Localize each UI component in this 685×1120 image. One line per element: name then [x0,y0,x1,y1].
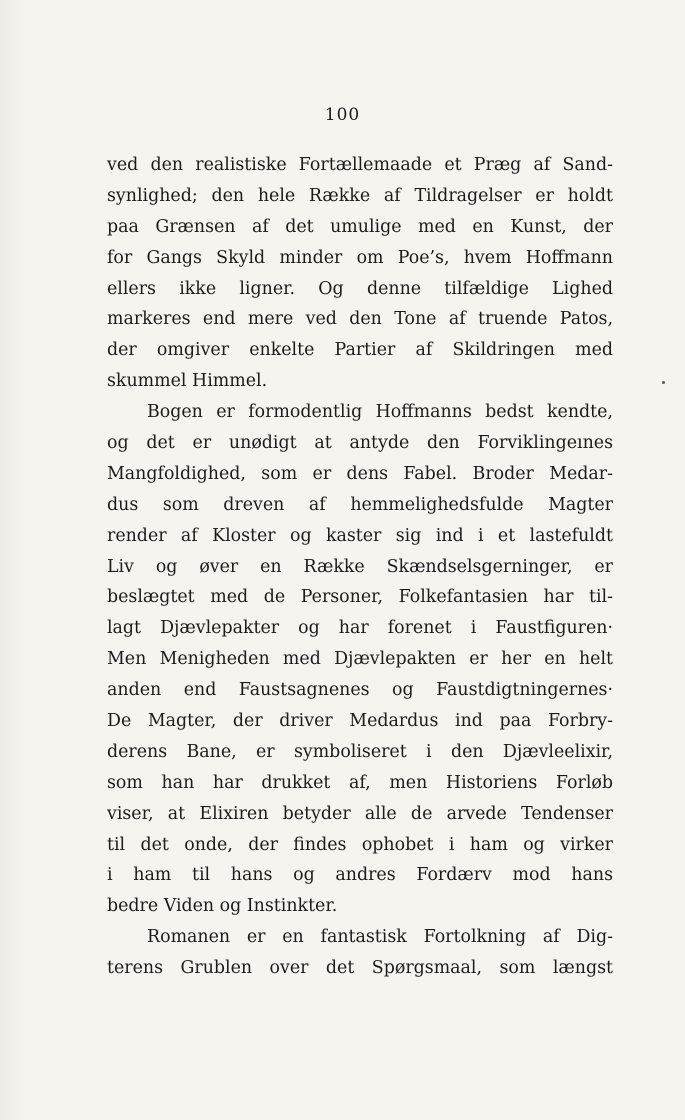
text-line: markeres end mere ved den Tone af truende Patos, [107,309,613,330]
page-number: 100 [324,105,361,125]
page-edge-shadow [0,0,22,1120]
text-line: til det onde, der findes ophobet i ham og virker [107,834,613,855]
paragraph-start-line: Romanen er en fantastisk Fortolkning af Dig- [147,927,613,948]
text-line: terens Grublen over det Spørgsmaal, som længst [107,958,613,979]
text-line: anden end Faustsagnenes og Faustdigtningernes· [107,680,613,701]
text-line: ved den realistiske Fortællemaade et Præg af Sand- [107,155,613,175]
text-line: der omgiver enkelte Partier af Skildringen med [107,340,613,361]
text-line: Liv og øver en Række Skændselsgerninger, er [107,556,613,577]
text-line: i ham til hans og andres Fordærv mod hans [107,865,613,886]
text-line: viser, at Elixiren betyder alle de arvede Tendenser [107,803,613,824]
paragraph-start-line: Bogen er formodentlig Hoffmanns bedst kendte, [147,402,613,423]
text-line: beslægtet med de Personer, Folkefantasien har til- [107,587,613,608]
paragraph-end-line: skummel Himmel. [107,371,268,392]
paragraph-end-line: bedre Viden og Instinkter. [107,896,338,917]
text-line: som han har drukket af, men Historiens Forløb [107,772,613,793]
text-line: paa Grænsen af det umulige med en Kunst, der [107,216,613,237]
text-line: dus som dreven af hemmelighedsfulde Magter [107,494,613,515]
text-line: for Gangs Skyld minder om Poe’s, hvem Hoffmann [107,247,613,268]
paper-speck [662,381,665,384]
text-line: og det er unødigt at antyde den Forviklingeınes [107,433,613,454]
text-line: Mangfoldighed, som er dens Fabel. Broder Medar- [107,463,613,484]
text-line: render af Kloster og kaster sig ind i et lastefuldt [107,525,613,546]
body-text [107,150,613,984]
text-line: synlighed; den hele Række af Tildragelser er holdt [107,185,613,206]
text-line: derens Bane, er symboliseret i den Djævleelixir, [107,741,613,762]
text-line: Men Menigheden med Djævlepakten er her en helt [107,649,613,670]
text-line: lagt Djævlepakter og har forenet i Faustfiguren· [107,618,613,639]
text-line: De Magter, der driver Medardus ind paa Forbry- [107,711,613,732]
text-line: ellers ikke ligner. Og denne tilfældige Lighed [107,278,613,299]
